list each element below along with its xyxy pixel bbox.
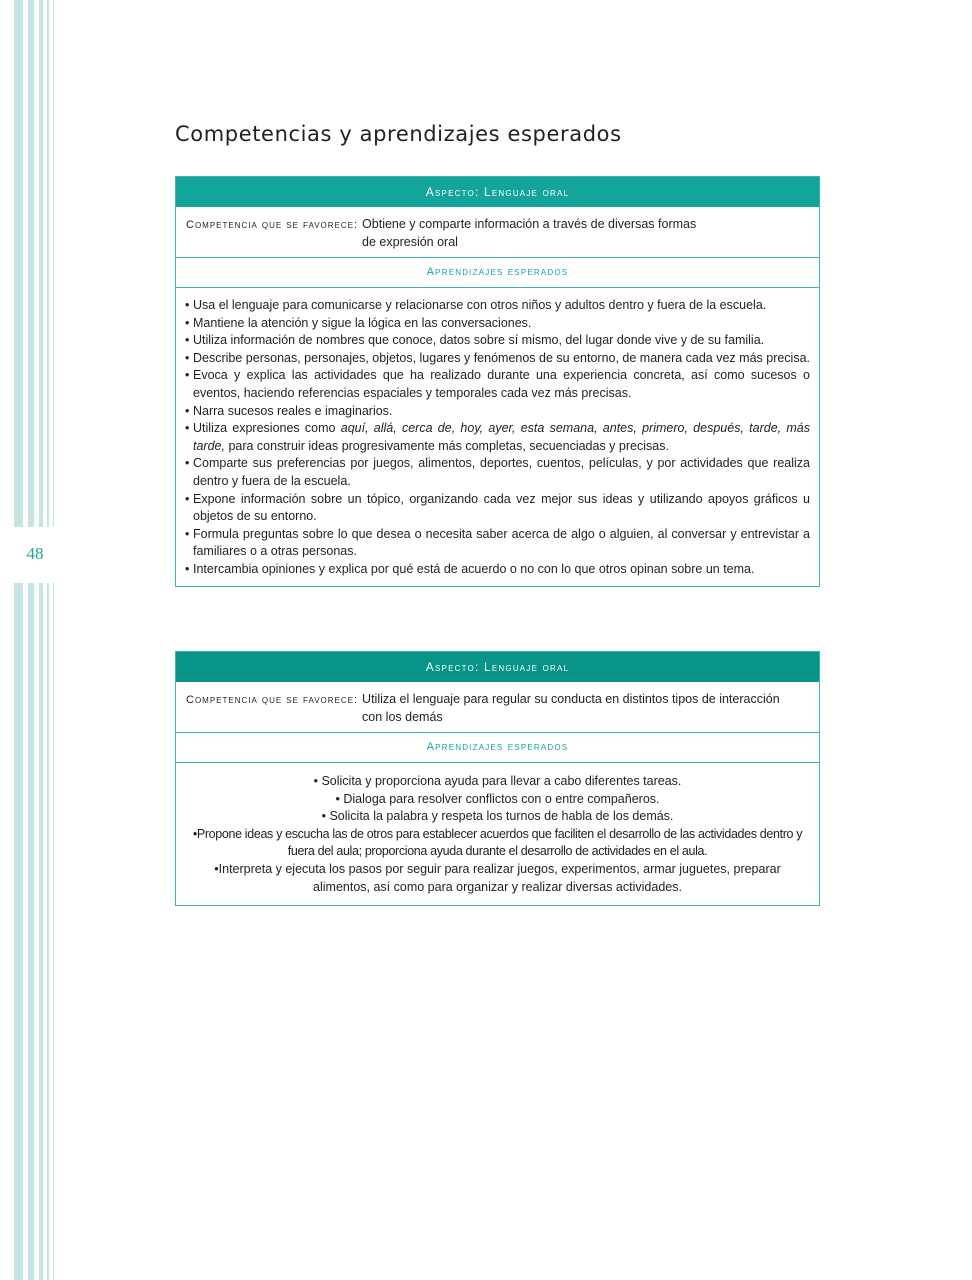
competence-row: [176, 682, 819, 733]
list-item: • Solicita y proporciona ayuda para llevar a cabo diferentes tareas.: [313, 774, 682, 788]
competence-table-2: [175, 651, 820, 906]
learnings-header: Aprendizajes esperados: [176, 733, 819, 763]
bullet-icon: •: [185, 350, 190, 365]
competence-row: [176, 207, 819, 258]
list-item: • Mantiene la atención y sigue la lógica en las conversaciones.: [185, 315, 810, 333]
list-item: • Expone información sobre un tópico, organizando cada vez mejor sus ideas y utilizando apoyos gráficos u objetos de su entorno.: [185, 491, 810, 526]
competence-text-line-1: Utiliza el lenguaje para regular su conducta en distintos tipos de interacción: [362, 692, 780, 706]
list-item: • Utiliza información de nombres que conoce, datos sobre sí mismo, del lugar donde vive y de su familia.: [185, 332, 810, 350]
competence-label: Competencia que se favorece:: [186, 219, 359, 231]
bullet-icon: •: [185, 491, 190, 506]
page-number: 48: [22, 543, 48, 565]
bullet-icon: •: [321, 809, 326, 824]
bullet-icon: •: [185, 403, 190, 418]
competence-text-line-1: Obtiene y comparte información a través de diversas formas: [362, 217, 697, 231]
list-item: [185, 420, 810, 455]
competence-text-line-2: de expresión oral: [362, 235, 458, 249]
list-item: •Interpreta y ejecuta los pasos por seguir para realizar juegos, experimentos, armar juguetes, preparar alimentos, así como para organizar y realizar diversas actividades.: [214, 861, 781, 894]
decorative-stripes: [0, 0, 60, 1280]
bullet-icon: •: [313, 774, 318, 788]
list-item: • Evoca y explica las actividades que ha realizado durante una experiencia concreta, así como sucesos o eventos, haciendo referencias espaciales y temporales cada vez más precisas.: [185, 367, 810, 402]
learnings-list: [176, 288, 819, 586]
bullet-icon: •: [185, 526, 190, 541]
aspect-header: Aspecto: Lenguaje oral: [176, 652, 819, 682]
list-item: • Usa el lenguaje para comunicarse y relacionarse con otros niños y adultos dentro y fuera de la escuela.: [185, 297, 810, 315]
competence-text-line-2: con los demás: [362, 710, 443, 724]
list-item: • Intercambia opiniones y explica por qué está de acuerdo o no con lo que otros opinan sobre un tema.: [185, 561, 810, 579]
bullet-icon: •: [185, 561, 190, 576]
bullet-icon: •: [192, 826, 197, 841]
bullet-icon: •: [185, 421, 190, 436]
list-item: • Formula preguntas sobre lo que desea o necesita saber acerca de algo o alguien, al conversar y entrevistar a familiares o a otras personas.: [185, 526, 810, 561]
aspect-header: Aspecto: Lenguaje oral: [176, 177, 819, 207]
list-item: •Propone ideas y escucha las de otros para establecer acuerdos que faciliten el desarrollo de las actividades dentro y fuera del aula; proporciona ayuda durante el desarrollo de actividades en el aula.: [192, 826, 803, 859]
learnings-list: [176, 763, 819, 905]
learnings-header: Aprendizajes esperados: [176, 258, 819, 288]
list-item: • Narra sucesos reales e imaginarios.: [185, 403, 810, 421]
bullet-icon: •: [185, 298, 190, 312]
competence-text: [362, 690, 809, 726]
list-item-text: Utiliza expresiones como aquí, allá, cerca de, hoy, ayer, esta semana, antes, primero, después, tarde, más tarde, para construir ideas progresivamente más completas, secuenciadas y precisas.: [193, 421, 810, 453]
page-title: Competencias y aprendizajes esperados: [175, 122, 622, 146]
list-item: • Comparte sus preferencias por juegos, alimentos, deportes, cuentos, películas, y por actividades que realiza dentro y fuera de la escuela.: [185, 455, 810, 490]
list-item: • Describe personas, personajes, objetos, lugares y fenómenos de su entorno, de manera cada vez más precisa.: [185, 350, 810, 368]
list-item: • Solicita la palabra y respeta los turnos de habla de los demás.: [321, 809, 674, 824]
bullet-icon: •: [185, 315, 190, 330]
bullet-icon: •: [185, 456, 190, 471]
list-item: • Dialoga para resolver conflictos con o entre compañeros.: [335, 791, 660, 806]
bullet-icon: •: [214, 861, 219, 876]
competence-label: Competencia que se favorece:: [186, 694, 359, 706]
competence-text: [362, 215, 809, 251]
competence-table-1: [175, 176, 820, 587]
bullet-icon: •: [185, 333, 190, 348]
bullet-icon: •: [185, 368, 190, 383]
bullet-icon: •: [335, 791, 340, 806]
